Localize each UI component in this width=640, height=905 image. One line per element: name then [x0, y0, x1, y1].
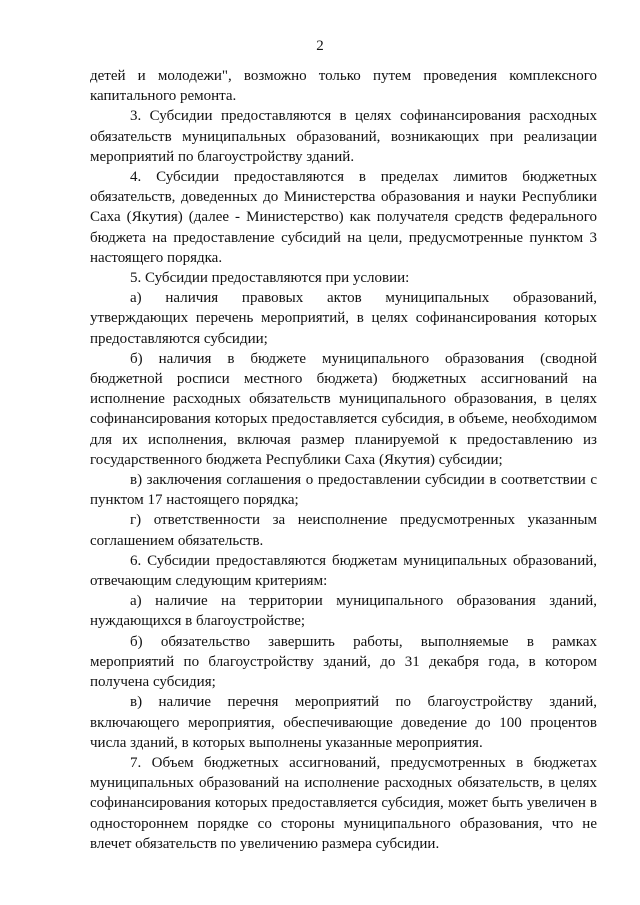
subitem-6b: б) обязательство завершить работы, выполняемые в рамках мероприятий по благоустройству зданий, до 31 декабря года, в котором получена субсидия; — [90, 633, 597, 691]
paragraph-item-3: 3. Субсидии предоставляются в целях софинансирования расходных обязательств муниципальных образований, возникающих при реализации мероприятий по благоустройству зданий. — [90, 108, 597, 165]
subitem-5b: б) наличия в бюджете муниципального образования (сводной бюджетной росписи местного бюджета) бюджетных ассигнований на исполнение расходных обязательств муниципального образования, в целях софинансирования которых предоставляется субсидия, в объеме, необходимом для их исполнения, включая размер планируемой к предоставлению из государственного бюджета Республики Саха (Якутия) субсидии; — [90, 350, 597, 468]
subitem-6a: а) наличие на территории муниципального образования зданий, нуждающихся в благоустройстве; — [90, 593, 597, 630]
subitem-5g: г) ответственности за неисполнение предусмотренных указанным соглашением обязательств. — [90, 512, 597, 549]
subitem-6v: в) наличие перечня мероприятий по благоустройству зданий, включающего мероприятия, обеспечивающие доведение до 100 процентов числа зданий, в которых выполнены указанные мероприятия. — [90, 694, 597, 751]
paragraph-item-4: 4. Субсидии предоставляются в пределах лимитов бюджетных обязательств, доведенных до Министерства образования и науки Республики Саха (Якутия) (далее - Министерство) как получателя средств федерального бюджета на предоставление субсидий на цели, предусмотренные пунктом 3 настоящего порядка. — [90, 169, 597, 266]
subitem-5v: в) заключения соглашения о предоставлении субсидии в соответствии с пунктом 17 настоящего порядка; — [90, 472, 597, 509]
paragraph-continuation: детей и молодежи", возможно только путем проведения комплексного капитального ремонта. — [90, 68, 597, 105]
page-number: 2 — [316, 38, 324, 54]
document-body — [90, 66, 597, 854]
subitem-5a: а) наличия правовых актов муниципальных образований, утверждающих перечень мероприятий, в целях софинансирования которых предоставляются субсидии; — [90, 290, 597, 347]
paragraph-item-7: 7. Объем бюджетных ассигнований, предусмотренных в бюджетах муниципальных образований на исполнение расходных обязательств, в целях софинансирования которых предоставляется субсидия, может быть увеличен в одностороннем порядке со стороны муниципального образования, что не влечет обязательств по увеличению размера субсидии. — [90, 754, 597, 852]
paragraph-item-6: 6. Субсидии предоставляются бюджетам муниципальных образований, отвечающим следующим критериям: — [90, 552, 597, 590]
paragraph-item-5: 5. Субсидии предоставляются при условии: — [130, 270, 410, 287]
